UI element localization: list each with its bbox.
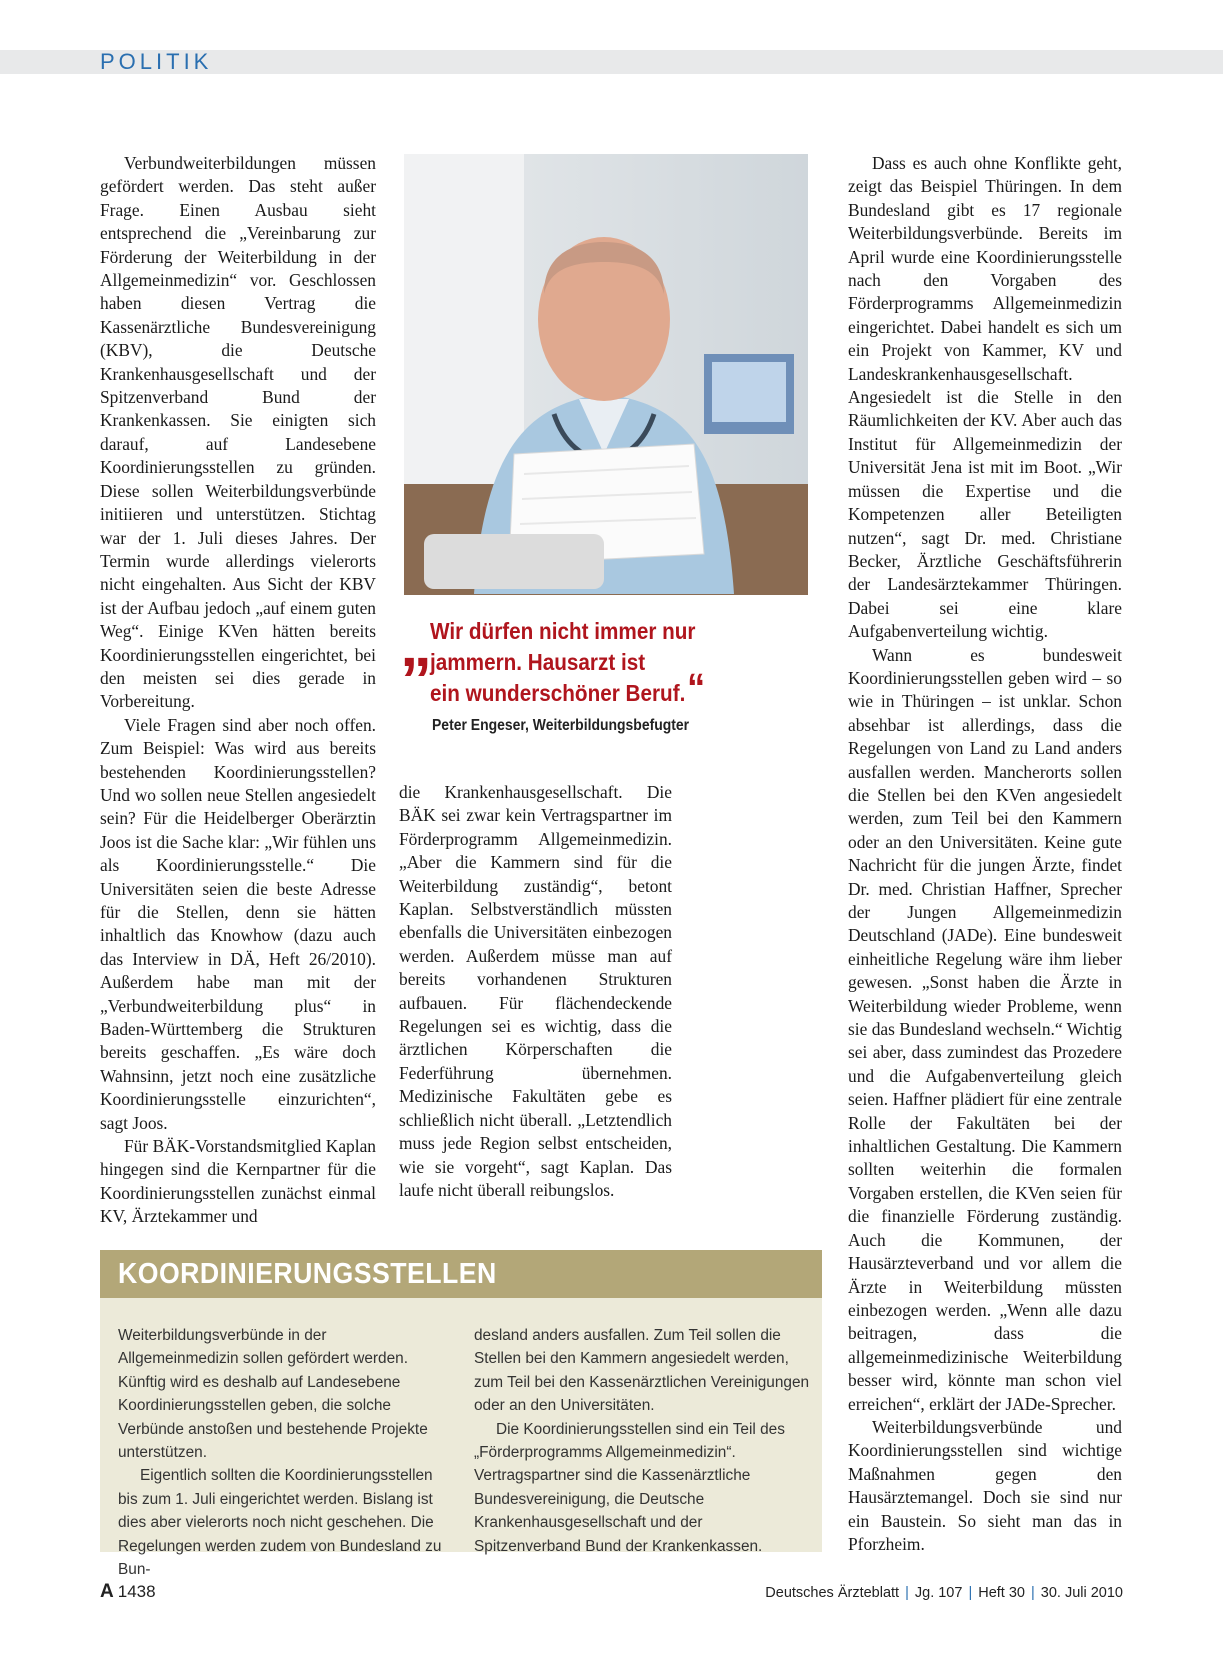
paragraph: Verbundweiterbildungen müssen gefördert werden. Das steht außer Frage. Einen Ausbau sieht entsprechend die „Vereinbarung zur Förderung der Weiterbildung in der Allgemeinmedizin“ vor. Geschlossen haben diesen Vertrag die Kassenärztliche Bundesvereinigung (KBV), die Deutsche Krankenhausgesellschaft und der Spitzenverband Bund der Krankenkassen. Sie einigten sich darauf, auf Landesebene Koordinierungsstellen zu gründen. Diese sollen Weiterbildungsverbünde initiieren und unterstützen. Stichtag war der 1. Juli dieses Jahres. Der Termin wurde allerdings vielerorts nicht eingehalten. Aus Sicht der KBV ist der Aufbau jedoch „auf einem guten Weg“. Einige KVen hätten bereits Koordinierungsstellen eingerichtet, bei den meisten sei dies gerade in Vorbereitung. (100, 153, 376, 712)
paragraph: Viele Fragen sind aber noch offen. Zum Beispiel: Was wird aus bereits bestehenden Koordinierungsstellen? Und wo sollen neue Stellen angesiedelt sein? Für die Heidelberger Oberärztin Joos ist die Sache klar: „Wir fühlen uns als Koordinierungsstelle.“ Die Universitäten seien die beste Adresse für die Stellen, denn sie hätten inhaltlich das Knowhow (dazu auch das Interview in DÄ, Heft 26/2010). Außerdem habe man mit der „Verbundweiterbildung plus“ in Baden-Württemberg die Strukturen bereits geschaffen. „Es wäre doch Wahnsinn, jetzt noch eine zusätzliche Koordinierungsstelle einzurichten“, sagt Joos. (100, 714, 376, 1133)
paragraph: Eigentlich sollten die Koordinierungsstellen bis zum 1. Juli eingerichtet werden. Bislang ist dies aber vielerorts noch nicht geschehen. Die Regelungen werden zudem von Bundesland zu Bun- (118, 1467, 442, 1579)
page-number-value: 1438 (117, 1582, 156, 1601)
quote-line: Wir dürfen nicht immer nur (430, 618, 696, 644)
quote-line (430, 666, 763, 710)
section-label: POLITIK (100, 49, 213, 74)
journal-info (765, 1585, 1123, 1601)
paragraph: Für BÄK-Vorstandsmitglied Kaplan hingegen sind die Kernpartner für die Koordinierungsstellen zunächst einmal KV, Ärztekammer und (100, 1136, 376, 1227)
info-box-column-2 (474, 1324, 810, 1558)
paragraph: Die Koordinierungsstellen sind ein Teil des „Förderprogramms Allgemeinmedizin“. Vertragspartner sind die Kassenärztliche Bundesvereinigung, die Deutsche Krankenhausgesellschaft und der Spitzenverband Bund der Krankenkassen. (474, 1420, 785, 1555)
paragraph: Dass es auch ohne Konflikte geht, zeigt das Beispiel Thüringen. In dem Bundesland gibt es 17 regionale Weiterbildungsverbünde. Bereits im April wurde eine Koordinierungsstelle nach den Vorgaben des Förderprogramms Allgemeinmedizin eingerichtet. Dabei handelt es sich um ein Projekt von Kammer, KV und Landeskrankenhausgesellschaft. Angesiedelt ist die Stelle in den Räumlichkeiten der KV. Aber auch das Institut für Allgemeinmedizin der Universität Jena ist mit im Boot. „Wir müssen die Expertise und die Kompetenzen aller Beteiligten nutzen“, sagt Dr. med. Christiane Becker, Ärztliche Geschäftsführerin der Landesärztekammer Thüringen. Dabei sei eine klare Aufgabenverteilung wichtig. (848, 153, 1122, 642)
journal-volume: Jg. 107 (914, 1585, 963, 1601)
quote-line-text: ein wunderschöner Beruf. (430, 680, 686, 706)
info-box-title: KOORDINIERUNGSSTELLEN (118, 1258, 497, 1290)
page-prefix: A (100, 1581, 114, 1602)
paragraph: die Krankenhausgesellschaft. Die BÄK sei zwar kein Vertragspartner im Förderprogramm Allgemeinmedizin. „Aber die Kammern sind für die Weiterbildung zuständig“, betont Kaplan. Selbstverständlich müssten ebenfalls die Universitäten einbezogen werden. Außerdem müsse man auf bereits vorhandenen Strukturen aufbauen. Für flächendeckende Regelungen sei es wichtig, dass die ärztlichen Körperschaften die Federführung übernehmen. Medizinische Fakultäten gebe es schließlich nicht überall. „Letztendlich muss jede Region selbst entscheiden, wie sie vorgeht“, sagt Kaplan. Das laufe nicht überall reibungslos. (399, 782, 672, 1200)
pull-quote (400, 608, 800, 735)
info-box (100, 1250, 822, 1579)
paragraph: Wann es bundesweit Koordinierungsstellen geben wird – so wie in Thüringen – ist unklar. Schon absehbar ist allerdings, dass die Regelungen von Land zu Land anders ausfallen werden. Mancherorts sollen die Stellen bei den KVen angesiedelt werden, zum Teil bei den Kammern oder an den Universitäten. Keine gute Nachricht für die jungen Ärzte, findet Dr. med. Christian Haffner, Sprecher der Jungen Allgemeinmedizin Deutschland (JADe). Eine bundesweit einheitliche Regelung wäre ihm lieber gewesen. „Sonst haben die Ärzte in Weiterbildung wieder Probleme, wenn sie das Bundesland wechseln.“ Wichtig sei aber, dass zumindest das Prozedere und die Aufgabenverteilung gleich seien. Haffner plädiert für eine zentrale Rolle der Fakultäten bei der inhaltlichen Gestaltung. Die Kammern sollten weiterhin die formalen Vorgaben erstellen, die KVen seien für die finanzielle Förderung zuständig. Auch die Kommunen, der Hausärzteverband und vor allem die Ärzte in Weiterbildung müssten einbezogen werden. „Wenn alle dazu beitragen, dass die allgemeinmedizinische Weiterbildung besser wird, könnte man schon viel erreichen“, erklärt der JADe-Sprecher. (848, 644, 1122, 1414)
separator: | (1030, 1585, 1035, 1601)
separator: | (968, 1585, 973, 1601)
quote-close-mark: “ (687, 666, 706, 710)
paragraph: Weiterbildungsverbünde und Koordinierungsstellen sind wichtige Maßnahmen gegen den Hausärztemangel. Doch sie sind nur ein Baustein. So sieht man das in Pforzheim. (848, 1416, 1122, 1554)
quote-line: jammern. Hausarzt ist (430, 649, 646, 675)
paragraph: desland anders ausfallen. Zum Teil sollen die Stellen bei den Kammern angesiedelt werden, zum Teil bei den Kassenärztlichen Vereinigungen oder an den Universitäten. (474, 1327, 810, 1415)
paragraph: Weiterbildungsverbünde in der Allgemeinmedizin sollen gefördert werden. Künftig wird es deshalb auf Landesebene Koordinierungsstellen geben, die solche Verbünde anstoßen und bestehende Projekte unterstützen. (118, 1327, 428, 1462)
info-box-title-bar (100, 1250, 822, 1298)
quote-author: Peter Engeser, Weiterbildungsbefugter (432, 717, 690, 734)
journal-name: Deutsches Ärzteblatt (765, 1585, 900, 1601)
info-box-column-1 (118, 1324, 448, 1581)
photo-illustration (404, 154, 808, 595)
doctor-portrait-photo (404, 154, 808, 595)
quote-text (430, 616, 763, 709)
journal-issue: Heft 30 (978, 1585, 1025, 1601)
article-column-3 (848, 152, 1122, 1556)
journal-date: 30. Juli 2010 (1040, 1585, 1123, 1601)
article-column-1 (100, 152, 376, 1229)
article-column-2 (399, 781, 672, 1202)
separator: | (905, 1585, 909, 1601)
page-number (100, 1581, 156, 1603)
quote-open-mark: „ (400, 608, 432, 680)
